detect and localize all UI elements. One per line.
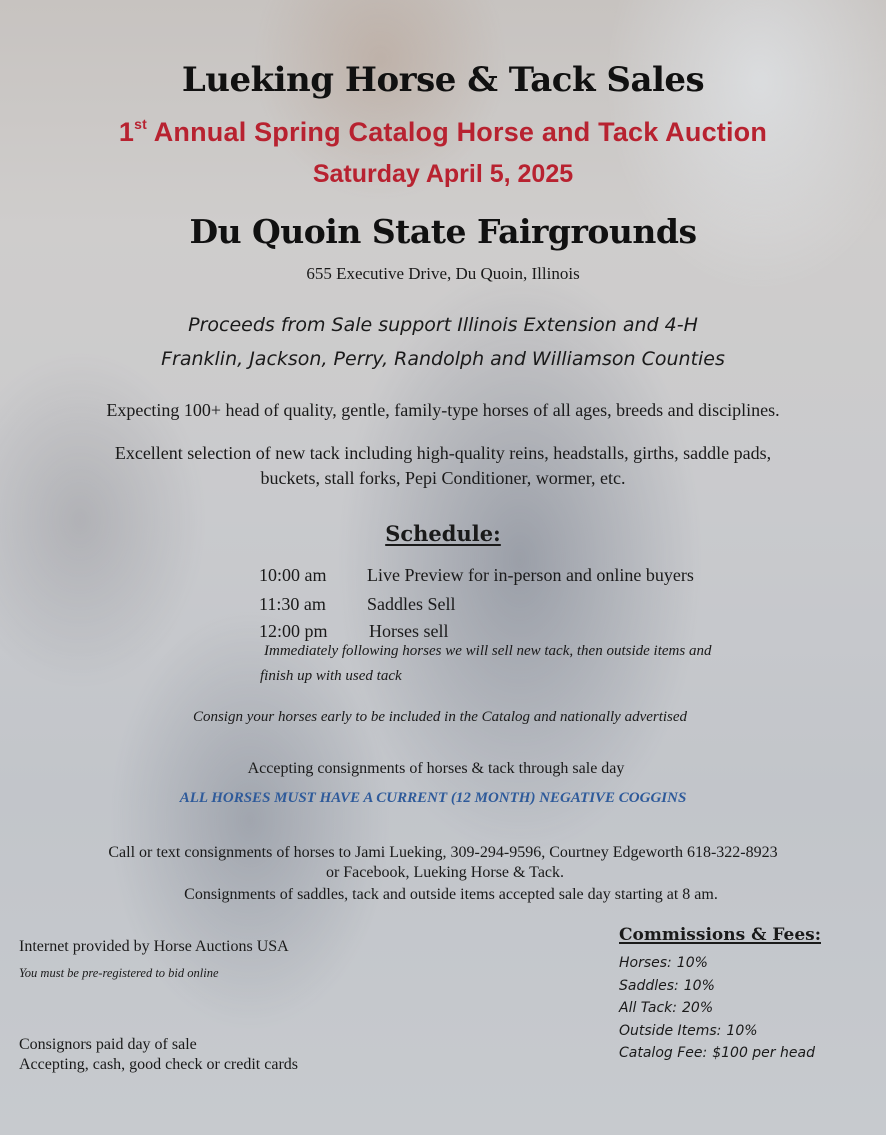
proceeds-line-1: Proceeds from Sale support Illinois Extension and 4-H (188, 314, 698, 336)
fee-row (619, 1042, 821, 1065)
schedule-time: 11:30 am (259, 594, 326, 614)
coggins-notice: ALL HORSES MUST HAVE A CURRENT (12 MONTH) NEGATIVE COGGINS (179, 790, 687, 806)
payment-methods-text: Accepting, cash, good check or credit cards (19, 1056, 298, 1073)
schedule-time: 12:00 pm (259, 621, 328, 641)
fee-row (619, 975, 821, 998)
internet-provider-text: Internet provided by Horse Auctions USA (19, 938, 289, 955)
consignors-paid-text: Consignors paid day of sale (19, 1036, 197, 1053)
contact-line-3: Consignments of saddles, tack and outside items accepted sale day starting at 8 am. (184, 886, 718, 903)
venue-name: Du Quoin State Fairgrounds (189, 212, 697, 251)
contact-line-2: or Facebook, Lueking Horse & Tack. (325, 864, 565, 881)
ordinal-number: 1 (118, 117, 135, 147)
schedule-row (259, 621, 449, 642)
fee-row (619, 997, 821, 1020)
fee-label: Saddles: (619, 977, 679, 994)
fee-value: 10% (683, 977, 715, 994)
schedule-row (259, 594, 456, 615)
fee-label: All Tack: (619, 1000, 677, 1016)
event-subtitle (0, 116, 886, 148)
commissions-fees-block (619, 925, 821, 1065)
tack-line-2: buckets, stall forks, Pepi Conditioner, wormer, etc. (260, 468, 626, 488)
fee-label: Catalog Fee: (619, 1045, 708, 1061)
fee-value: 10% (726, 1022, 758, 1039)
schedule-activity: Live Preview for in-person and online buyers (367, 565, 694, 585)
fee-row (619, 952, 821, 975)
expecting-text: Expecting 100+ head of quality, gentle, family-type horses of all ages, breeds and disciplines. (106, 400, 780, 420)
consign-early-text: Consign your horses early to be included in the Catalog and nationally advertised (192, 709, 688, 725)
fee-value: 20% (682, 1000, 714, 1016)
fee-value: 10% (676, 955, 708, 971)
accepting-consignments-text: Accepting consignments of horses & tack through sale day (247, 760, 625, 777)
fees-heading: Commissions & Fees: (619, 925, 821, 945)
schedule-activity: Saddles Sell (367, 594, 456, 614)
preregister-note: You must be pre-registered to bid online (19, 966, 219, 980)
tack-line-1: Excellent selection of new tack including high-quality reins, headstalls, girths, saddle pads, (114, 443, 772, 463)
schedule-time: 10:00 am (259, 565, 327, 585)
schedule-heading: Schedule: (385, 521, 501, 546)
event-date: Saturday April 5, 2025 (312, 160, 574, 188)
schedule-activity: Horses sell (369, 621, 449, 641)
fee-label: Horses: (619, 955, 672, 971)
schedule-row (259, 565, 694, 586)
venue-address: 655 Executive Drive, Du Quoin, Illinois (306, 264, 580, 283)
contact-line-1: Call or text consignments of horses to Jami Lueking, 309-294-9596, Courtney Edgeworth 618-322-8923 (108, 844, 778, 861)
schedule-note-line-2: finish up with used tack (260, 668, 402, 684)
flyer-title: Lueking Horse & Tack Sales (181, 60, 705, 100)
fee-value: $100 per head (712, 1045, 815, 1061)
fee-row (619, 1020, 821, 1043)
subtitle-text: Annual Spring Catalog Horse and Tack Auction (147, 117, 768, 147)
ordinal-suffix: st (134, 116, 147, 132)
fee-label: Outside Items: (619, 1022, 722, 1039)
schedule-note-line-1: Immediately following horses we will sell new tack, then outside items and (264, 643, 712, 659)
proceeds-line-2: Franklin, Jackson, Perry, Randolph and Williamson Counties (161, 348, 725, 370)
